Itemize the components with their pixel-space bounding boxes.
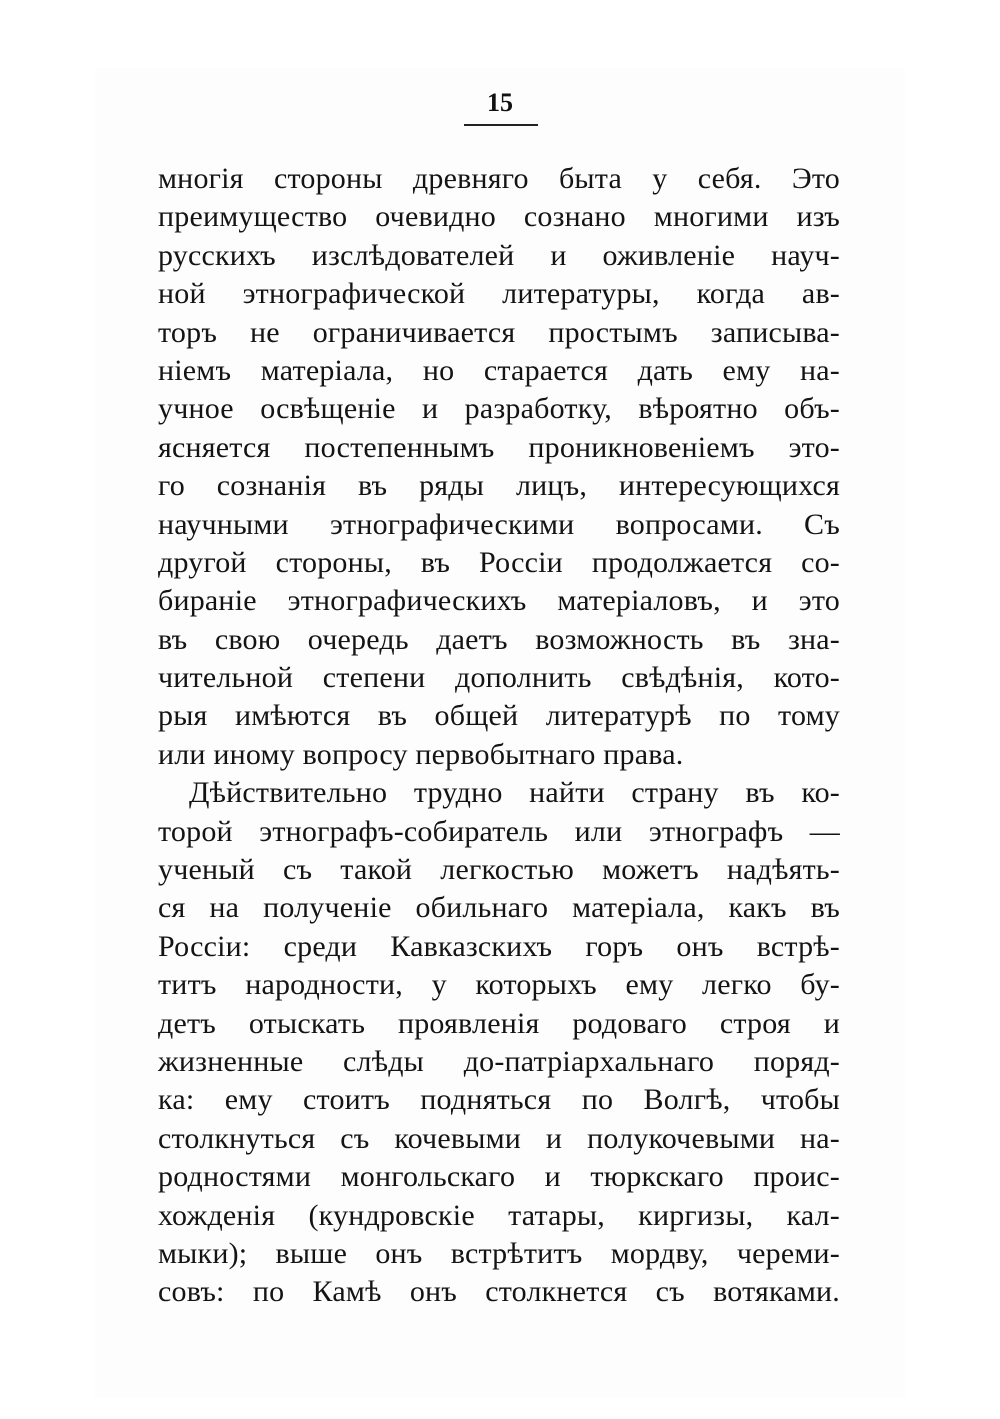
text-line: чительной степени дополнить свѣдѣнія, кото- <box>158 661 840 695</box>
text-line: многія стороны древняго быта у себя. Это <box>158 162 840 195</box>
text-line: ясняется постепеннымъ проникновеніемъ это- <box>158 430 840 464</box>
body-text <box>158 160 840 1312</box>
text-line: другой стороны, въ Россіи продолжается со- <box>158 545 840 579</box>
text-line: ніемъ матеріала, но старается дать ему на- <box>158 353 840 387</box>
text-line: ся на полученіе обильнаго матеріала, какъ въ <box>158 891 840 925</box>
text-line: преимущество очевидно сознано многими изъ <box>158 200 840 234</box>
text-line: мыки); выше онъ встрѣтитъ мордву, череми- <box>158 1236 840 1270</box>
text-line: титъ народности, у которыхъ ему легко бу- <box>158 968 840 1002</box>
text-line: торъ не ограничивается простымъ записыва- <box>158 315 840 349</box>
text-line: ной этнографической литературы, когда ав- <box>158 277 840 311</box>
text-line: совъ: по Камѣ онъ столкнется съ вотяками. <box>158 1275 840 1309</box>
text-line: столкнуться съ кочевыми и полукочевыми на- <box>158 1121 840 1155</box>
text-line: го сознанія въ ряды лицъ, интересующихся <box>158 469 840 503</box>
text-line: хожденія (кундровскіе татары, киргизы, кал- <box>158 1198 840 1232</box>
text-line: детъ отыскать проявленія родоваго строя и <box>158 1006 840 1040</box>
text-line: ка: ему стоитъ подняться по Волгѣ, чтобы <box>158 1083 840 1117</box>
text-line: русскихъ изслѣдователей и оживленіе науч- <box>158 238 840 272</box>
text-line: рыя имѣются въ общей литературѣ по тому <box>158 699 840 733</box>
text-line: ученый съ такой легкостью можетъ надѣять- <box>158 853 840 887</box>
text-line: въ свою очередь даетъ возможность въ зна- <box>158 622 840 656</box>
page-number-rule <box>464 124 538 126</box>
paragraph-2 <box>158 774 840 1311</box>
text-line: Россіи: среди Кавказскихъ горъ онъ встрѣ- <box>158 929 840 963</box>
paragraph-1 <box>158 160 840 774</box>
text-line: учное освѣщеніе и разработку, вѣроятно объ- <box>158 392 840 426</box>
text-line: торой этнографъ-собиратель или этнографъ — <box>158 814 840 848</box>
text-line: научными этнографическими вопросами. Съ <box>158 507 840 541</box>
text-line: или иному вопросу первобытнаго права. <box>158 737 684 771</box>
text-line: жизненные слѣды до-патріархальнаго поряд- <box>158 1044 840 1078</box>
text-line: родностями монгольскаго и тюркскаго проис- <box>158 1160 840 1194</box>
page-number: 15 <box>487 88 513 117</box>
text-line: Дѣйствительно трудно найти страну въ ко- <box>189 776 840 810</box>
text-line: бираніе этнографическихъ матеріаловъ, и это <box>158 584 840 618</box>
